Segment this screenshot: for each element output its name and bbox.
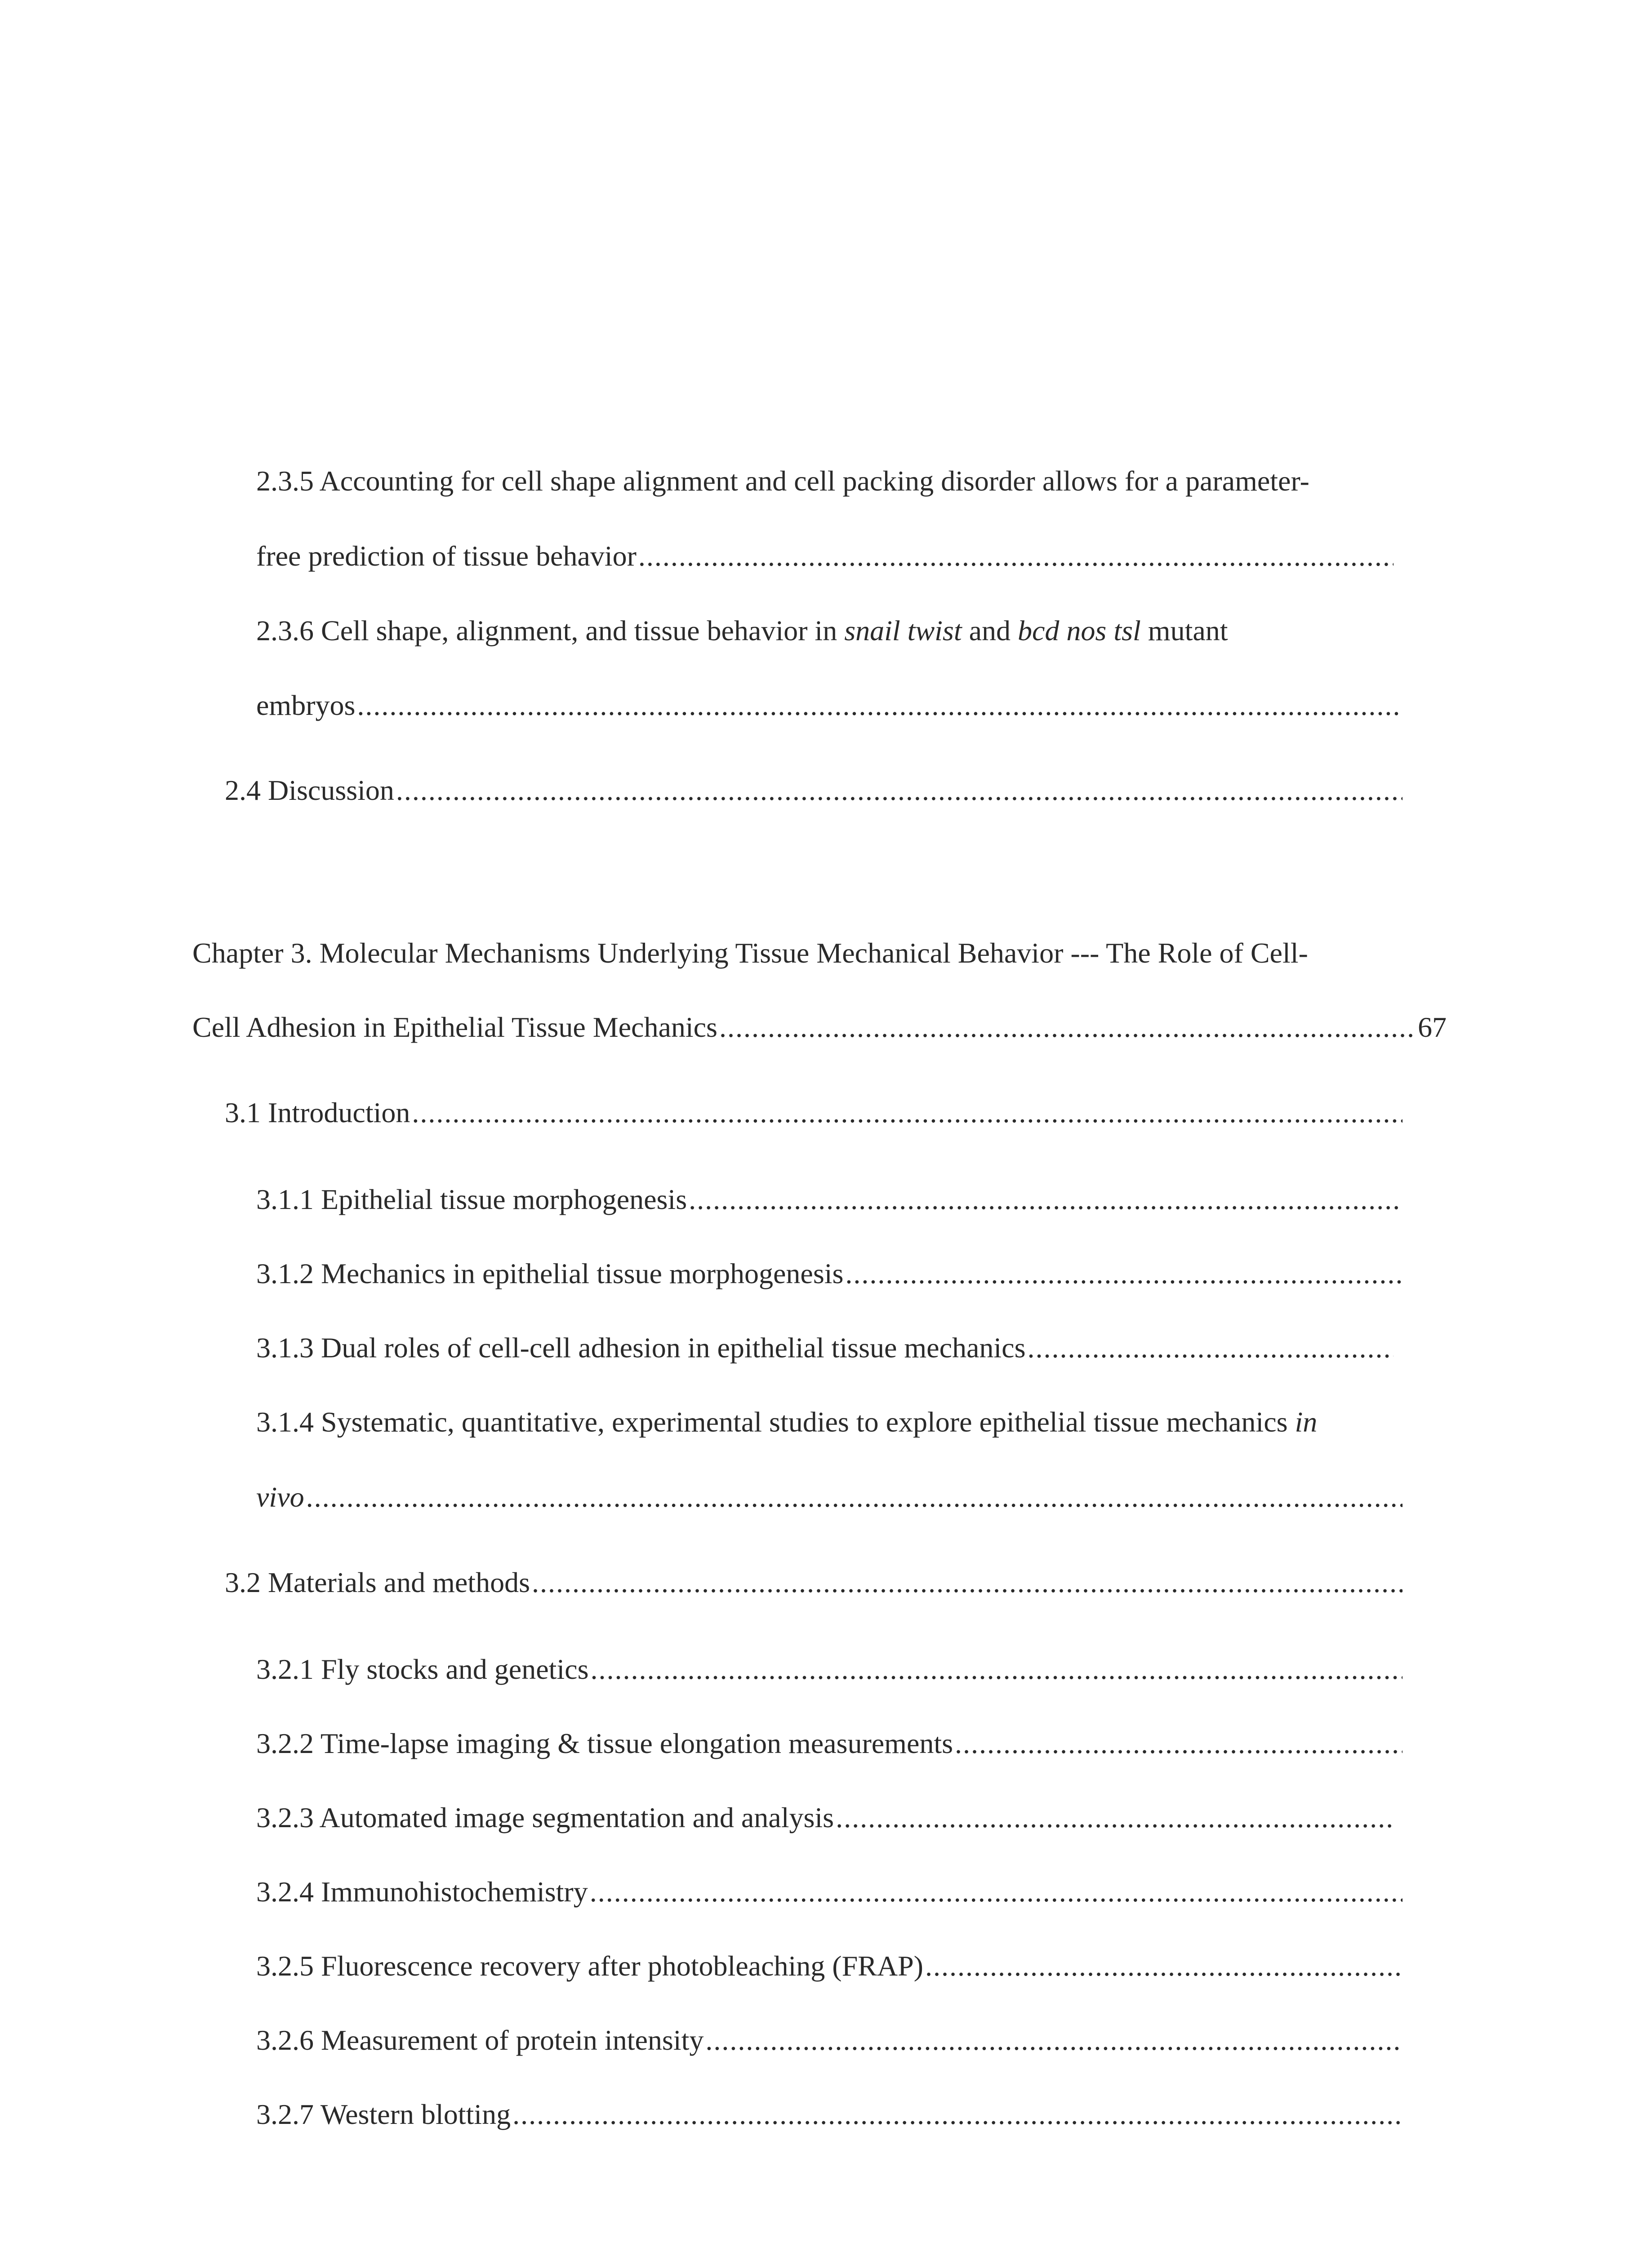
toc-leader-dots bbox=[689, 1182, 1403, 1218]
toc-entry-3-1-1 bbox=[256, 1182, 1403, 1218]
toc-entry-3-2-5 bbox=[256, 1948, 1403, 1984]
toc-entry-3-2 bbox=[225, 1565, 1403, 1601]
toc-entry-text: mutant bbox=[1140, 615, 1228, 647]
toc-leader-dots bbox=[532, 1565, 1403, 1601]
toc-entry-italic-text: snail twist bbox=[844, 615, 962, 647]
toc-entry-3-1-3 bbox=[256, 1330, 1394, 1366]
toc-entry-2-4 bbox=[225, 772, 1403, 808]
toc-page-number: 67 bbox=[1418, 1011, 1447, 1043]
toc-entry-text: 3.2.7 Western blotting bbox=[256, 2098, 511, 2130]
toc-leader-dots bbox=[719, 1009, 1414, 1045]
toc-leader-dots bbox=[1027, 1330, 1394, 1366]
toc-entry-text: 2.3.6 Cell shape, alignment, and tissue behavior in bbox=[256, 615, 845, 647]
toc-leader-dots bbox=[638, 538, 1394, 574]
toc-leader-dots bbox=[836, 1800, 1394, 1836]
toc-entry-3-2-3 bbox=[256, 1800, 1394, 1836]
toc-entry-text: 3.1.2 Mechanics in epithelial tissue morphogenesis bbox=[256, 1258, 844, 1289]
toc-leader-dots bbox=[357, 687, 1403, 723]
toc-entry-text: 3.1 Introduction bbox=[225, 1097, 410, 1128]
toc-entry-italic-text: in bbox=[1295, 1406, 1318, 1438]
toc-leader-dots bbox=[590, 1874, 1403, 1910]
toc-entry-2-3-6-line1 bbox=[256, 613, 1228, 649]
toc-entry-text: 3.2.3 Automated image segmentation and analysis bbox=[256, 1802, 834, 1833]
toc-leader-dots bbox=[955, 1726, 1403, 1762]
toc-leader-dots bbox=[845, 1256, 1403, 1292]
toc-entry-text: 2.4 Discussion bbox=[225, 774, 394, 806]
toc-chapter-title: Cell Adhesion in Epithelial Tissue Mechanics bbox=[192, 1011, 717, 1043]
toc-entry-3-2-2 bbox=[256, 1726, 1403, 1762]
toc-entry-text: 3.2 Materials and methods bbox=[225, 1566, 530, 1598]
toc-chapter-3-line2 bbox=[192, 1009, 1447, 1045]
toc-entry-text: 3.1.4 Systematic, quantitative, experimental studies to explore epithelial tissue mechanics bbox=[256, 1406, 1295, 1438]
toc-entry-text: and bbox=[962, 615, 1018, 647]
toc-leader-dots bbox=[306, 1479, 1403, 1515]
toc-entry-text: free prediction of tissue behavior bbox=[256, 540, 637, 572]
toc-entry-2-3-6-line2 bbox=[256, 687, 1403, 723]
toc-entry-3-1-4-line2 bbox=[256, 1479, 1403, 1515]
toc-entry-2-3-5-line2 bbox=[256, 538, 1394, 574]
toc-leader-dots bbox=[705, 2022, 1403, 2058]
toc-entry-3-1-2 bbox=[256, 1256, 1403, 1292]
toc-entry-text: 3.2.4 Immunohistochemistry bbox=[256, 1876, 588, 1908]
toc-entry-3-2-4 bbox=[256, 1874, 1403, 1910]
toc-entry-italic-text: vivo bbox=[256, 1481, 304, 1513]
toc-leader-dots bbox=[590, 1651, 1403, 1687]
toc-entry-text: embryos bbox=[256, 689, 356, 721]
toc-entry-3-2-6 bbox=[256, 2022, 1403, 2058]
toc-entry-3-2-7 bbox=[256, 2096, 1403, 2132]
toc-entry-italic-text: bcd nos tsl bbox=[1018, 615, 1141, 647]
toc-entry-text: 3.2.2 Time-lapse imaging & tissue elongation measurements bbox=[256, 1727, 953, 1759]
toc-leader-dots bbox=[396, 772, 1403, 808]
toc-entry-text: 3.1.3 Dual roles of cell-cell adhesion in epithelial tissue mechanics bbox=[256, 1332, 1026, 1364]
toc-entry-2-3-5-line1 bbox=[256, 463, 1309, 499]
toc-leader-dots bbox=[925, 1948, 1403, 1984]
toc-chapter-3-line1 bbox=[192, 935, 1308, 971]
toc-entry-text: 2.3.5 Accounting for cell shape alignment and cell packing disorder allows for a parameter- bbox=[256, 465, 1309, 497]
toc-leader-dots bbox=[512, 2096, 1403, 2132]
toc-entry-text: 3.2.6 Measurement of protein intensity bbox=[256, 2024, 704, 2056]
toc-entry-3-2-1 bbox=[256, 1651, 1403, 1687]
toc-entry-3-1 bbox=[225, 1095, 1403, 1131]
toc-entry-3-1-4-line1 bbox=[256, 1404, 1317, 1440]
toc-leader-dots bbox=[412, 1095, 1403, 1131]
toc-chapter-title: Chapter 3. Molecular Mechanisms Underlying Tissue Mechanical Behavior --- The Role of Cell- bbox=[192, 937, 1308, 969]
toc-entry-text: 3.1.1 Epithelial tissue morphogenesis bbox=[256, 1183, 687, 1215]
toc-entry-text: 3.2.5 Fluorescence recovery after photobleaching (FRAP) bbox=[256, 1950, 923, 1982]
toc-entry-text: 3.2.1 Fly stocks and genetics bbox=[256, 1653, 589, 1685]
